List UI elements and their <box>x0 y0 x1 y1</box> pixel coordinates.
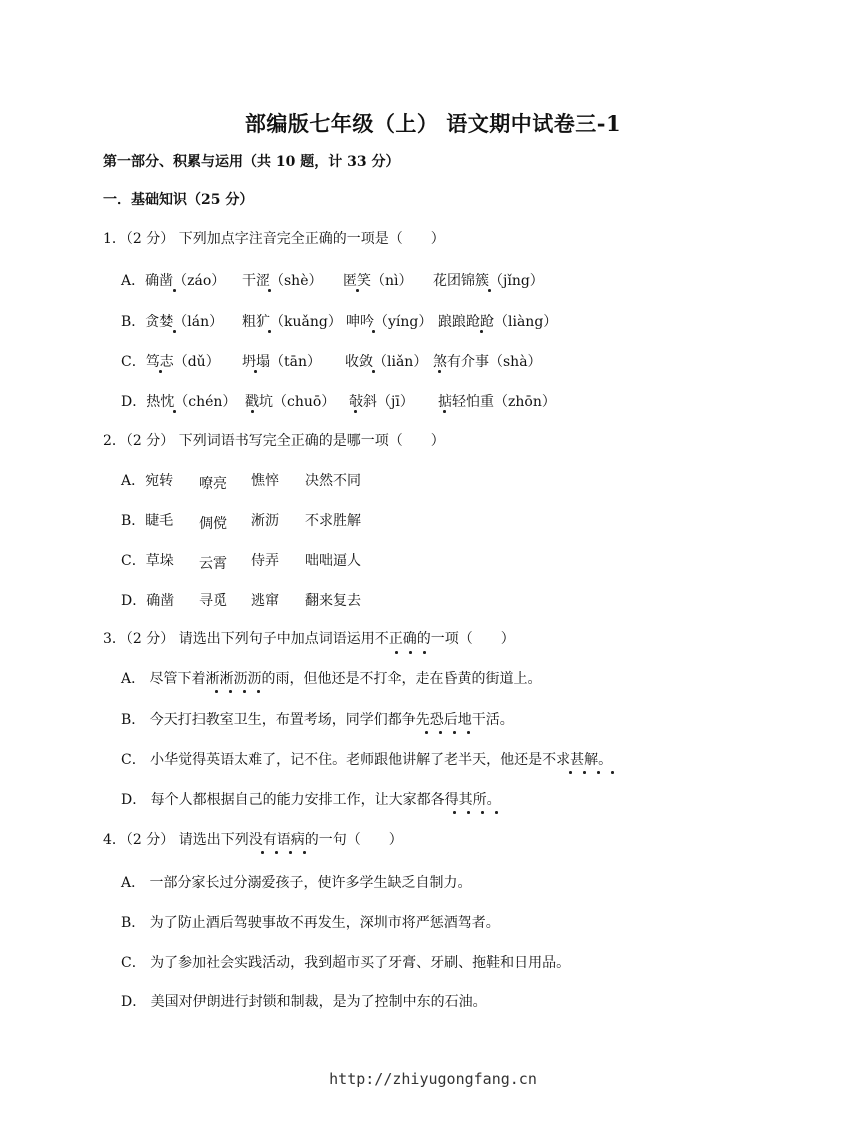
emphasis-dot <box>243 690 246 693</box>
q1-c-cell-4: 煞有介事（shà） <box>433 354 542 370</box>
emphasis-dot <box>159 370 162 373</box>
emphasis-dot <box>257 690 260 693</box>
q2-a-cell-3: 憔悴 <box>251 473 279 489</box>
emphasis-dot <box>356 289 359 292</box>
emphasis-dot <box>480 330 483 333</box>
q1-c-cell-2: 坍塌（tān） <box>242 354 321 370</box>
q2-b-cell-4: 不求胜解 <box>305 513 361 529</box>
emphasis-dot <box>303 851 306 854</box>
emphasis-dot <box>439 731 442 734</box>
emphasis-dot <box>488 289 491 292</box>
q1-d-cell-4: 掂轻怕重（zhōn） <box>438 394 556 410</box>
emphasis-dot <box>597 771 600 774</box>
q2-c-cell-1: C．草垛 <box>121 553 174 569</box>
q2-a-cell-1: A．宛转 <box>121 473 174 489</box>
emphasis-dot <box>354 410 357 413</box>
part-heading: 第一部分、积累与运用（共 10 题，计 33 分） <box>103 154 400 170</box>
emphasis-dot <box>173 289 176 292</box>
emphasis-dot <box>467 731 470 734</box>
q2-c-cell-3: 侍弄 <box>251 553 279 569</box>
q2-d-cell-4: 翻来复去 <box>305 593 361 609</box>
question-4-option-d: D． 美国对伊朗进行封锁和制裁，是为了控制中东的石油。 <box>121 994 487 1010</box>
q1-a-cell-1: A．确凿（záo） <box>121 273 226 289</box>
question-4-option-a: A． 一部分家长过分溺爱孩子，使许多学生缺乏自制力。 <box>121 875 472 891</box>
emphasis-dot <box>372 330 375 333</box>
emphasis-dot <box>453 731 456 734</box>
emphasis-dot <box>173 330 176 333</box>
emphasis-dot <box>467 811 470 814</box>
emphasis-dot <box>229 690 232 693</box>
emphasis-dot <box>425 731 428 734</box>
question-4-stem: 4．（2 分） 请选出下列没有语病的一句（ ） <box>103 832 403 848</box>
emphasis-dot <box>583 771 586 774</box>
q2-d-cell-2: 寻觅 <box>199 593 227 609</box>
q1-d-cell-3: 敧斜（jī） <box>349 394 414 410</box>
emphasis-dot <box>173 410 176 413</box>
emphasis-dot <box>495 811 498 814</box>
emphasis-dot <box>254 370 257 373</box>
q2-c-cell-4: 咄咄逼人 <box>305 553 361 569</box>
emphasis-dot <box>453 811 456 814</box>
emphasis-dot <box>481 811 484 814</box>
section-heading: 一．基础知识（25 分） <box>103 192 254 208</box>
emphasis-dot <box>372 370 375 373</box>
q2-a-cell-4: 决然不同 <box>305 473 361 489</box>
q2-c-cell-2: 云霄 <box>199 556 227 572</box>
q1-c-cell-1: C．笃志（dǔ） <box>121 354 220 370</box>
emphasis-dot <box>395 651 398 654</box>
question-3-stem: 3．（2 分） 请选出下列句子中加点词语运用不正确的一项（ ） <box>103 631 515 647</box>
q2-d-cell-3: 逃窜 <box>251 593 279 609</box>
emphasis-dot <box>423 651 426 654</box>
question-1-stem: 1．（2 分） 下列加点字注音完全正确的一项是（ ） <box>103 231 445 247</box>
q1-a-cell-3: 匿笑（nì） <box>343 273 413 289</box>
q1-d-cell-2: 戳坑（chuō） <box>245 394 336 410</box>
q2-b-cell-1: B．睫毛 <box>121 513 174 529</box>
question-3-option-d: D． 每个人都根据自己的能力安排工作，让大家都各得其所。 <box>121 792 501 808</box>
question-3-option-a: A． 尽管下着淅淅沥沥的雨，但他还是不打伞，走在昏黄的街道上。 <box>121 671 542 687</box>
q2-d-cell-1: D．确凿 <box>121 593 175 609</box>
question-4-option-b: B． 为了防止酒后驾驶事故不再发生，深圳市将严惩酒驾者。 <box>121 915 500 931</box>
q1-b-cell-4: 踉踉跄跄（liàng） <box>438 314 558 330</box>
emphasis-dot <box>261 851 264 854</box>
q2-b-cell-2: 倜傥 <box>199 516 227 532</box>
q1-a-cell-2: 干涩（shè） <box>242 273 323 289</box>
q1-b-cell-1: B．贪婪（lán） <box>121 314 224 330</box>
question-3-option-c: C． 小华觉得英语太难了，记不住。老师跟他讲解了老半天，他还是不求甚解。 <box>121 752 613 768</box>
question-4-option-c: C． 为了参加社会实践活动，我到超市买了牙膏、牙刷、拖鞋和日用品。 <box>121 955 571 971</box>
page-title: 部编版七年级（上） 语文期中试卷三-1 <box>244 111 622 136</box>
q1-d-cell-1: D．热忱（chén） <box>121 394 237 410</box>
q1-b-cell-3: 呻吟（yíng） <box>346 314 433 330</box>
q2-b-cell-3: 淅沥 <box>251 513 279 529</box>
emphasis-dot <box>611 771 614 774</box>
emphasis-dot <box>443 410 446 413</box>
question-2-stem: 2．（2 分） 下列词语书写完全正确的是哪一项（ ） <box>103 433 445 449</box>
q1-b-cell-2: 粗犷（kuǎng） <box>242 314 342 330</box>
emphasis-dot <box>215 690 218 693</box>
question-3-option-b: B． 今天打扫教室卫生，布置考场，同学们都争先恐后地干活。 <box>121 712 514 728</box>
emphasis-dot <box>268 330 271 333</box>
q2-a-cell-2: 嘹亮 <box>199 476 227 492</box>
emphasis-dot <box>438 370 441 373</box>
q1-c-cell-3: 收敛（liǎn） <box>345 354 428 370</box>
emphasis-dot <box>275 851 278 854</box>
emphasis-dot <box>268 289 271 292</box>
emphasis-dot <box>409 651 412 654</box>
footer-url[interactable]: http://zhiyugongfang.cn <box>329 1070 537 1088</box>
emphasis-dot <box>251 410 254 413</box>
emphasis-dot <box>289 851 292 854</box>
q1-a-cell-4: 花团锦簇（jǐng） <box>433 273 544 289</box>
emphasis-dot <box>569 771 572 774</box>
